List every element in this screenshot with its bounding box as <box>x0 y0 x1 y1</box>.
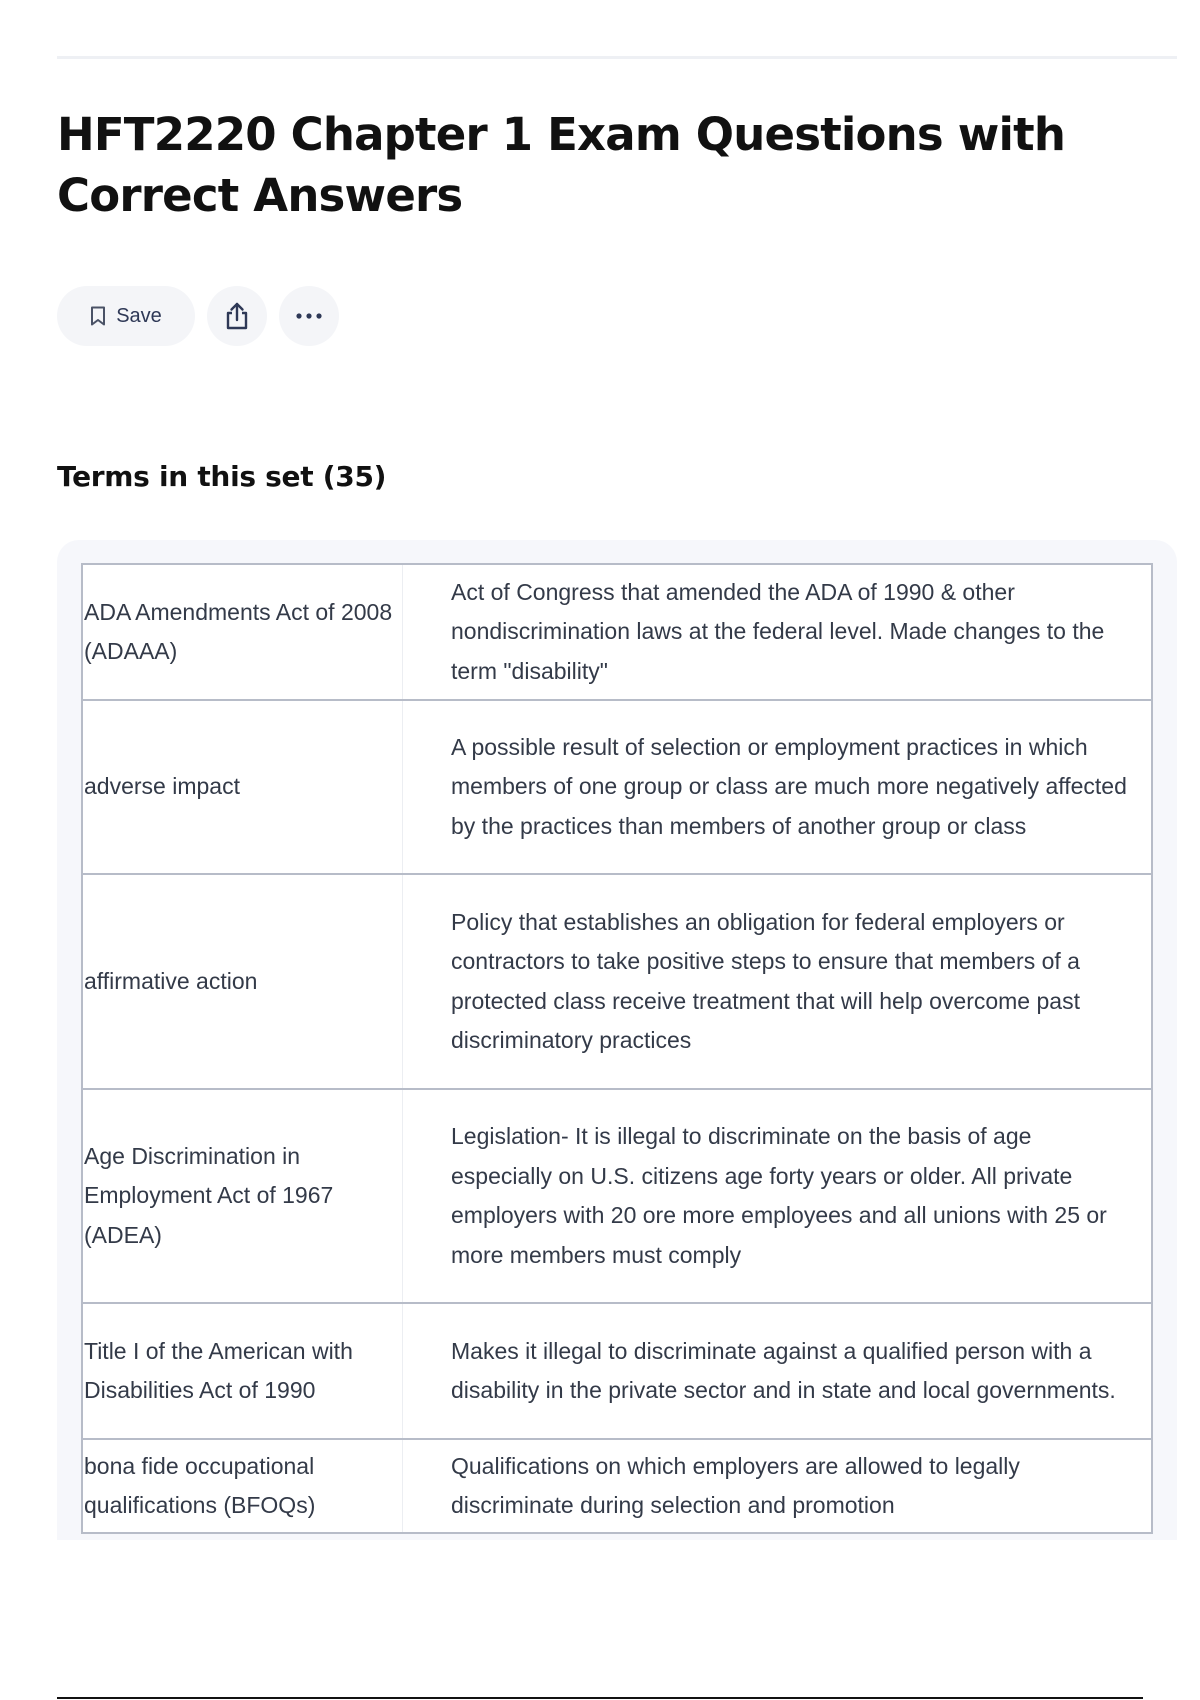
table-row <box>82 1439 1152 1533</box>
table-row <box>82 700 1152 874</box>
share-icon <box>223 301 251 331</box>
bookmark-icon <box>90 306 106 326</box>
share-button[interactable] <box>207 286 267 346</box>
page-title: HFT2220 Chapter 1 Exam Questions with Correct Answers <box>57 108 1066 222</box>
table-row <box>82 1089 1152 1303</box>
term-cell: Age Discrimination in Employment Act of 1967 (ADEA) <box>82 1089 403 1303</box>
top-divider <box>57 56 1177 59</box>
terms-heading: Terms in this set (35) <box>57 460 387 493</box>
bottom-divider <box>57 1697 1143 1699</box>
term-cell: ADA Amendments Act of 2008 (ADAAA) <box>82 564 403 700</box>
definition-cell: A possible result of selection or employment practices in which members of one group or class are much more negatively affected by the practices than members of another group or class <box>403 700 1153 874</box>
save-label: Save <box>116 304 162 327</box>
terms-table <box>81 563 1153 1534</box>
table-row <box>82 564 1152 700</box>
definition-cell: Legislation- It is illegal to discriminate on the basis of age especially on U.S. citizens age forty years or older. All private employers with 20 ore more employees and all unions with 25 or more members must comply <box>403 1089 1153 1303</box>
definition-cell: Act of Congress that amended the ADA of 1990 & other nondiscrimination laws at the federal level. Made changes to the term "disability" <box>403 564 1153 700</box>
more-horizontal-icon <box>295 312 323 320</box>
term-cell: Title I of the American with Disabilities Act of 1990 <box>82 1303 403 1439</box>
action-bar <box>57 286 339 346</box>
definition-cell: Policy that establishes an obligation for federal employers or contractors to take positive steps to ensure that members of a protected class receive treatment that will help overcome past discriminatory practices <box>403 874 1153 1089</box>
more-options-button[interactable] <box>279 286 339 346</box>
table-row <box>82 874 1152 1089</box>
definition-cell: Qualifications on which employers are allowed to legally discriminate during selection and promotion <box>403 1439 1153 1533</box>
save-button[interactable] <box>57 286 195 346</box>
term-cell: affirmative action <box>82 874 403 1089</box>
term-cell: bona fide occupational qualifications (BFOQs) <box>82 1439 403 1533</box>
definition-cell: Makes it illegal to discriminate against a qualified person with a disability in the private sector and in state and local governments. <box>403 1303 1153 1439</box>
table-row <box>82 1303 1152 1439</box>
term-cell: adverse impact <box>82 700 403 874</box>
